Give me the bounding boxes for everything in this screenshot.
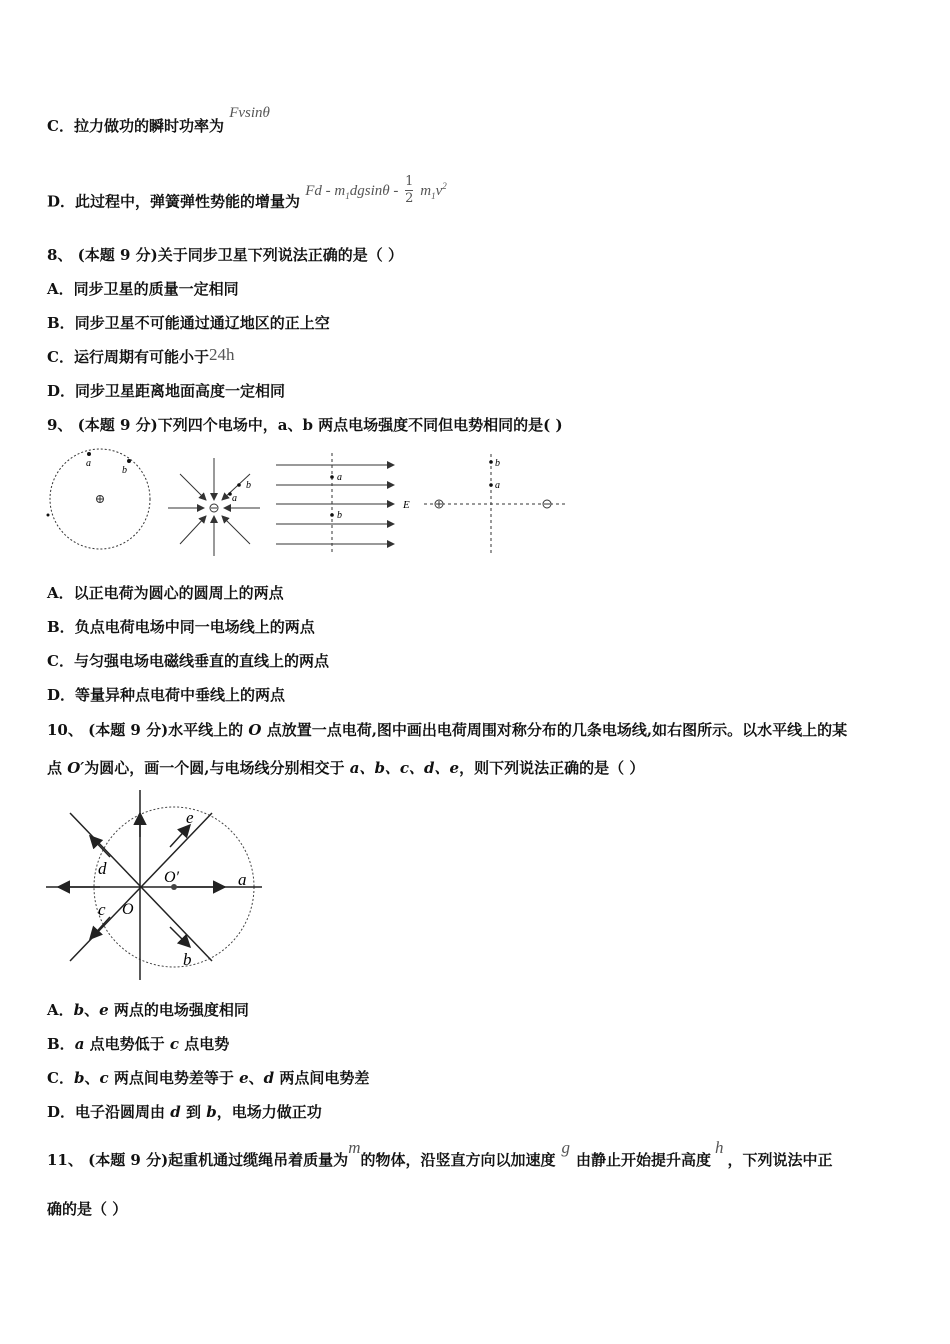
q9-stem: 9、 (本题 9 分)下列四个电场中，a、b 两点电场强度不同但电势相同的是( ) (47, 416, 563, 434)
q10-field-diagram (40, 785, 270, 985)
q9-field-figures (40, 448, 580, 560)
q9-option-a: A．以正电荷为圆心的圆周上的两点 (47, 584, 284, 602)
svg-text:E: E (403, 499, 410, 511)
svg-text:d: d (98, 859, 107, 878)
q8-option-d: D．同步卫星距离地面高度一定相同 (47, 382, 286, 400)
svg-text:a: a (232, 493, 237, 504)
q9-option-c: C．与匀强电场电磁线垂直的直线上的两点 (47, 652, 329, 670)
q10-stem-line1: 10、 (本题 9 分)水平线上的 O 点放置一点电荷,图中画出电荷周围对称分布的几条电场线,如右图所示。以水平线上的某 (47, 721, 848, 739)
q10-option-c: C．b、c 两点间电势差等于 e、d 两点间电势差 (47, 1069, 370, 1087)
svg-text:e: e (186, 808, 194, 827)
svg-text:a: a (86, 458, 91, 469)
q9-option-d: D．等量异种点电荷中垂线上的两点 (47, 686, 286, 704)
q10-option-d: D．电子沿圆周由 d 到 b，电场力做正功 (47, 1103, 322, 1121)
svg-text:b: b (495, 458, 500, 469)
formula-power: Fvsinθ (229, 105, 270, 121)
q10-stem-line2: 点 O′为圆心，画一个圆,与电场线分别相交于 a、b、c、d、e，则下列说法正确的是（ ） (47, 759, 645, 777)
svg-text:O′: O′ (164, 869, 180, 886)
q7-option-d: D．此过程中，弹簧弹性势能的增量为 Fd - $m_1dgsin\theta$ - $\frac{1}{2}$ $m_1v^2$ (47, 174, 447, 211)
svg-text:a: a (238, 870, 247, 889)
figure-dipole (424, 454, 568, 554)
svg-text:b: b (122, 465, 127, 476)
svg-text:b: b (183, 950, 192, 969)
q8-option-b: B．同步卫星不可能通过通辽地区的正上空 (47, 314, 330, 332)
q10-option-a: A．b、e 两点的电场强度相同 (47, 1001, 249, 1019)
figure-uniform-field (276, 453, 394, 552)
q11-stem-line1: 11、 (本题 9 分)起重机通过缆绳吊着质量为m的物体，沿竖直方向以加速度g由静止开始提升高度h，下列说法中正 (47, 1138, 833, 1169)
figure-negative-charge (168, 458, 260, 556)
svg-text:b: b (246, 480, 251, 491)
figure-positive-charge-circle (47, 449, 151, 549)
q7-option-c: C．拉力做功的瞬时功率为 Fvsinθ (47, 105, 270, 135)
q11-stem-line2: 确的是（ ） (47, 1200, 128, 1218)
svg-text:b: b (337, 510, 342, 521)
svg-text:a: a (337, 472, 342, 483)
svg-text:c: c (98, 900, 106, 919)
q8-option-c: C．运行周期有可能小于24h (47, 345, 235, 366)
q10-option-b: B．a 点电势低于 c 点电势 (47, 1035, 230, 1053)
q8-stem: 8、 (本题 9 分)关于同步卫星下列说法正确的是（ ） (47, 246, 403, 264)
formula-elastic-energy: Fd - $m_1dgsin\theta$ - $\frac{1}{2}$ $m_1v^2$ (305, 174, 447, 206)
svg-text:O: O (122, 901, 134, 918)
q9-option-b: B．负点电荷电场中同一电场线上的两点 (47, 618, 315, 636)
svg-text:a: a (495, 480, 500, 491)
q8-option-a: A．同步卫星的质量一定相同 (47, 280, 239, 298)
